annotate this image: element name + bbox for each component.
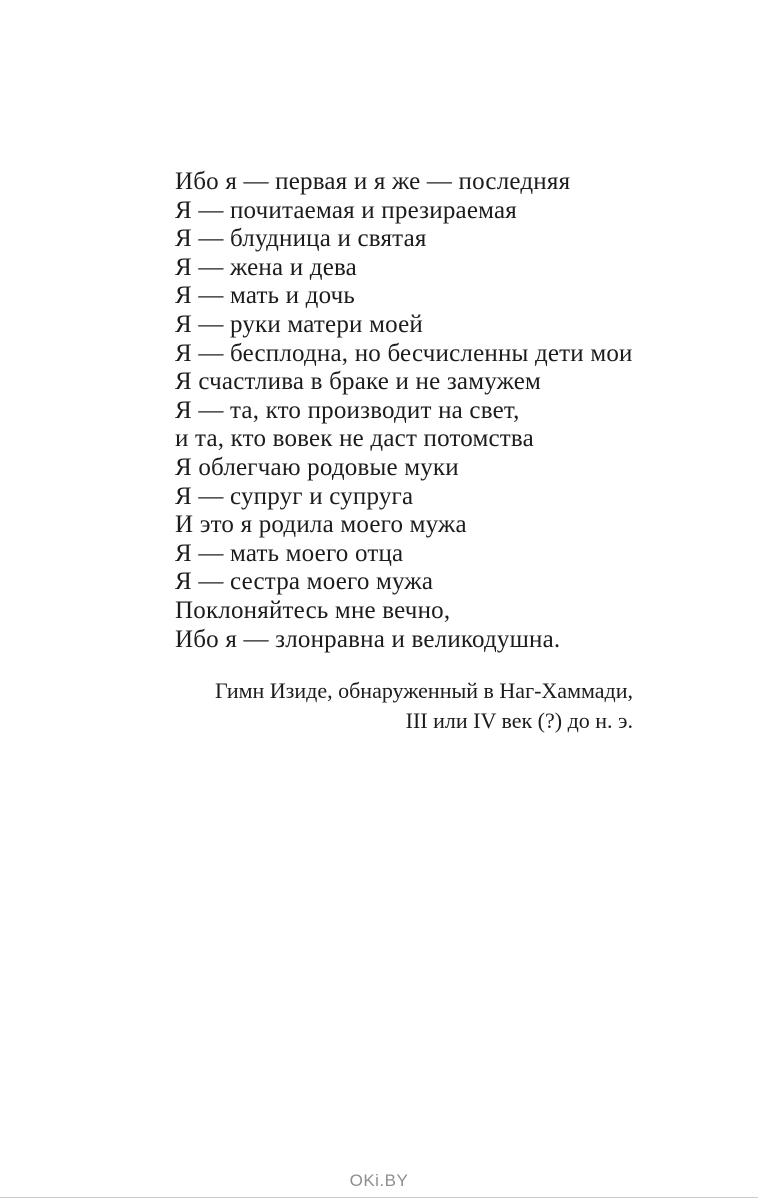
poem-line: Я счастлива в браке и не замужем <box>175 368 542 396</box>
poem-line: Я облегчаю родовые муки <box>175 453 459 481</box>
site-watermark: OKi.BY <box>349 1171 409 1190</box>
poem-line: Я — почитаемая и презираемая <box>175 196 517 224</box>
bottom-divider <box>0 1197 758 1198</box>
poem-line: Ибо я — злонравна и великодушна. <box>175 625 561 653</box>
attribution-line: III или IV век (?) до н. э. <box>405 708 633 733</box>
poem-line: Я — мать и дочь <box>175 282 356 310</box>
poem-line: Поклоняйтесь мне вечно, <box>175 596 451 624</box>
poem-block <box>175 168 633 654</box>
poem-line: Я — руки матери моей <box>175 310 423 338</box>
poem-line: Ибо я — первая и я же — последняя <box>175 168 571 195</box>
poem-line: Я — та, кто производит на свет, <box>175 396 520 424</box>
poem-line: Я — сестра моего мужа <box>175 568 434 596</box>
poem-line: Я — бесплодна, но бесчисленны дети мои <box>175 339 633 367</box>
poem-line: Я — блудница и святая <box>175 225 427 253</box>
poem-line: Я — жена и дева <box>175 253 357 281</box>
attribution-line: Гимн Изиде, обнаруженный в Наг-Хаммади, <box>214 678 633 703</box>
attribution-block <box>175 676 633 736</box>
poem-line: Я — мать моего отца <box>175 539 404 567</box>
poem-line: И это я родила моего мужа <box>175 511 467 539</box>
poem-line: и та, кто вовек не даст потомства <box>175 425 534 453</box>
poem-line: Я — супруг и супруга <box>175 482 414 510</box>
